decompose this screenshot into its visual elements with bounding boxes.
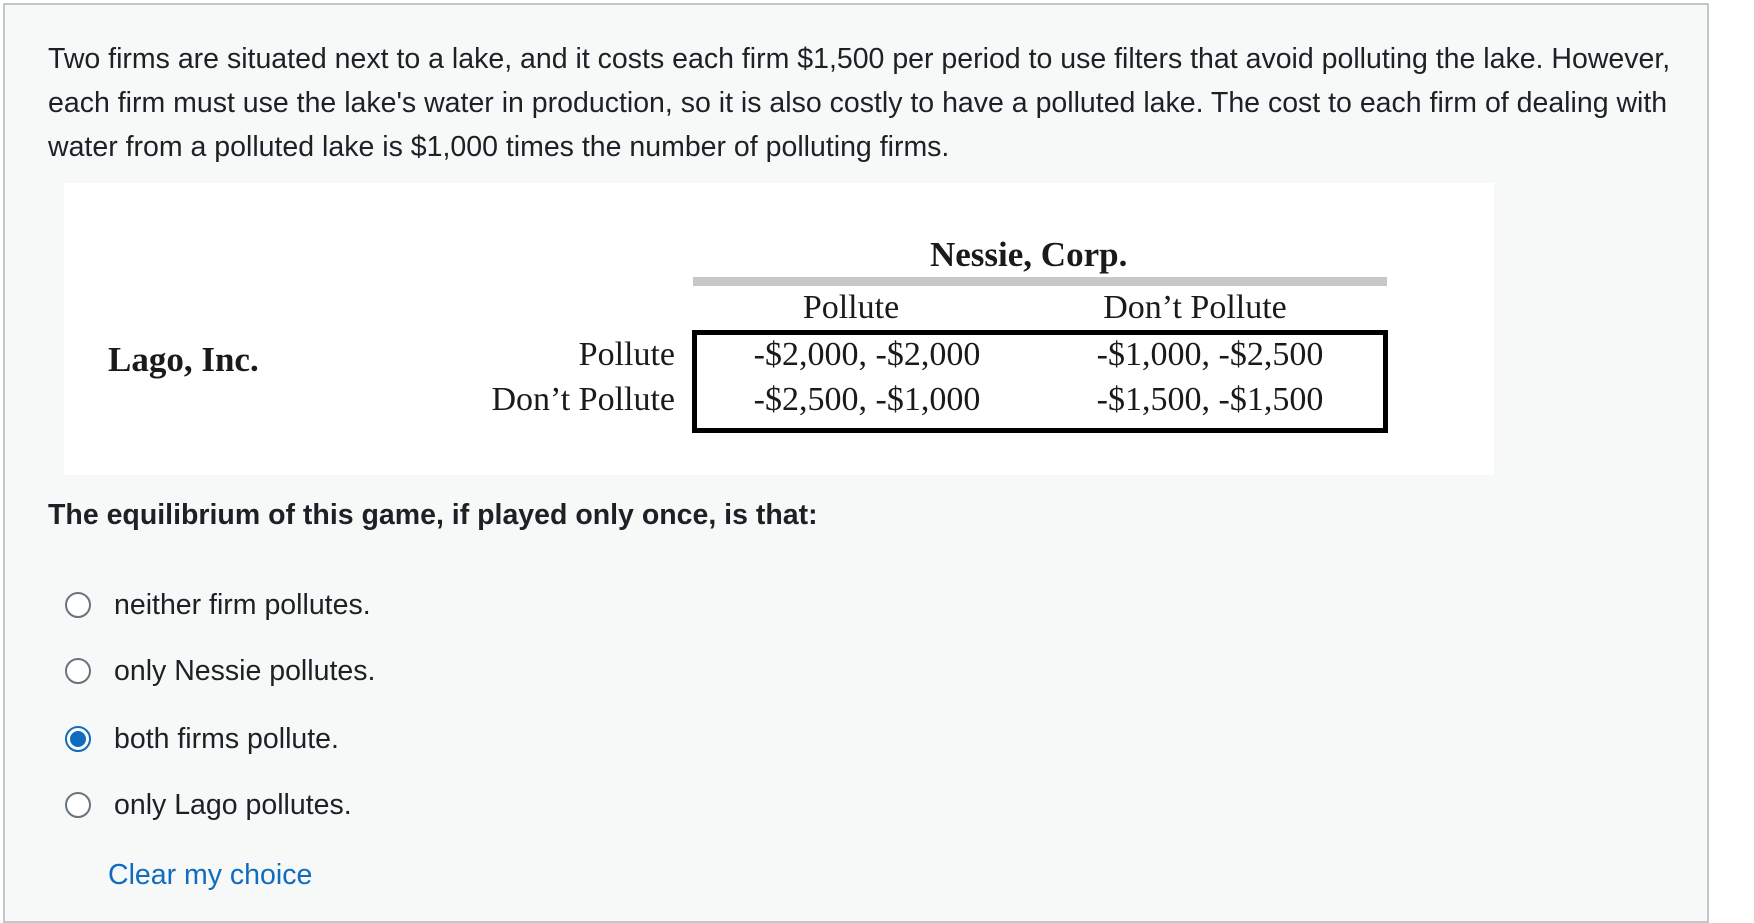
question-text: Two firms are situated next to a lake, and it costs each firm $1,500 per period to use filters that avoid polluting the lake. However, each firm must use the lake's water in production, so it is also costly to have a polluted lake. The cost to each firm of dealing with water from a polluted lake is $1,000 times the number of polluting firms.	[48, 43, 1671, 163]
answer-option-both[interactable]	[65, 719, 339, 759]
row-strategy-dont-pollute: Don’t Pollute	[491, 381, 675, 418]
answer-option-label[interactable]: neither firm pollutes.	[114, 588, 371, 621]
radio-button[interactable]	[65, 792, 91, 818]
column-player-label: Nessie, Corp.	[930, 235, 1128, 274]
answer-option-label[interactable]: only Lago pollutes.	[114, 788, 352, 821]
radio-button[interactable]	[65, 658, 91, 684]
radio-button-selected[interactable]	[65, 726, 91, 752]
column-header-rule	[693, 277, 1387, 286]
payoff-cell-dont-pollute-pollute: -$2,500, -$1,000	[753, 381, 981, 418]
row-strategy-pollute: Pollute	[578, 336, 675, 373]
answer-option-label[interactable]: only Nessie pollutes.	[114, 654, 376, 687]
answer-option-only-lago[interactable]	[65, 785, 352, 825]
question-prompt: The equilibrium of this game, if played only once, is that:	[48, 499, 818, 531]
payoff-cell-pollute-dont-pollute: -$1,000, -$2,500	[1096, 336, 1324, 373]
answer-option-neither[interactable]	[65, 585, 371, 625]
column-strategy-pollute: Pollute	[802, 289, 900, 326]
payoff-cell-dont-pollute-dont-pollute: -$1,500, -$1,500	[1096, 381, 1324, 418]
row-player-label: Lago, Inc.	[108, 340, 259, 379]
radio-button[interactable]	[65, 592, 91, 618]
answer-option-only-nessie[interactable]	[65, 651, 375, 691]
question-panel	[3, 3, 1709, 923]
payoff-matrix-figure	[64, 183, 1494, 475]
column-strategy-dont-pollute: Don’t Pollute	[1103, 289, 1287, 326]
clear-choice-link[interactable]: Clear my choice	[108, 859, 313, 891]
answer-option-label[interactable]: both firms pollute.	[114, 722, 339, 755]
payoff-cell-pollute-pollute: -$2,000, -$2,000	[753, 336, 981, 373]
